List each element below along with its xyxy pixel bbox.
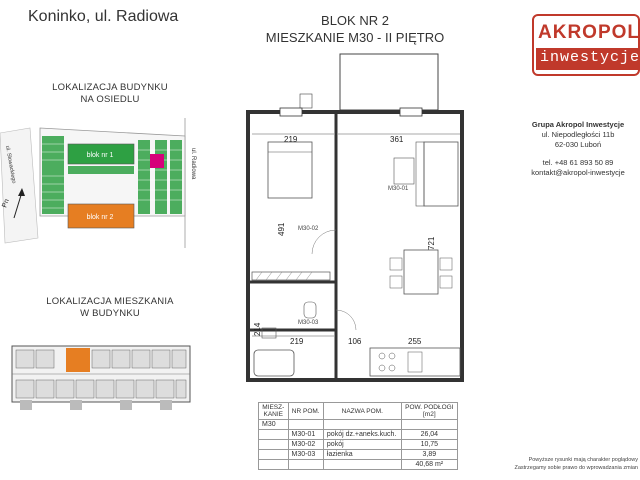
logo-top-text: AKROPOL	[538, 22, 640, 43]
coffee-table	[394, 158, 414, 184]
disclaimer: Powyższe rysunki mają charakter poglądowy Zastrzegamy sobie prawo do wprowadzania zmian	[514, 457, 638, 471]
room-label-m30-03: M30-03	[298, 320, 319, 326]
dim-top-right: 361	[390, 135, 404, 144]
dim-top-left: 219	[284, 135, 298, 144]
company-email: kontakt@akropol-inwestycje	[531, 168, 625, 177]
building-map	[10, 340, 195, 415]
table-row: M30-03 łazienka 3,89	[259, 450, 458, 460]
dim-bath-vertical: 214	[253, 322, 262, 336]
block-number: BLOK NR 2	[321, 13, 389, 28]
apartment-header	[250, 12, 460, 46]
company-name: Grupa Akropol Inwestycje	[531, 120, 625, 129]
location-title: Koninko, ul. Radiowa	[28, 8, 179, 25]
toilet	[304, 302, 316, 318]
dim-hall-width: 106	[348, 337, 362, 346]
sofa	[424, 142, 458, 206]
company-city: 62-030 Luboń	[554, 140, 602, 149]
balcony	[340, 54, 438, 110]
table-header-name: NAZWA POM.	[323, 403, 401, 420]
rooms-table	[258, 402, 458, 470]
floor-plan	[240, 50, 475, 390]
site-map-title: LOKALIZACJA BUDYNKU NA OSIEDLU	[52, 82, 168, 105]
room-label-m30-01: M30-01	[388, 186, 409, 192]
building-map-title: LOKALIZACJA MIESZKANIA W BUDYNKU	[46, 296, 174, 319]
dim-kitchen-width: 255	[408, 337, 422, 346]
dim-left-vertical: 491	[277, 222, 286, 236]
dim-right-vertical: 721	[427, 236, 436, 250]
street-slowackiego: ul. Słowackiego	[4, 145, 17, 184]
bathtub	[254, 350, 294, 376]
company-info	[508, 120, 640, 178]
akropol-logo	[532, 14, 640, 76]
block-2-label: blok nr 2	[86, 214, 114, 221]
apartment-name: MIESZKANIE M30 - II PIĘTRO	[265, 30, 445, 45]
site-map	[0, 118, 210, 248]
bed	[268, 142, 312, 198]
table-row: M30-01 pokój dz.+aneks.kuch. 26,04	[259, 430, 458, 440]
company-street: ul. Niepodległości 11b	[541, 130, 615, 139]
table-apartment-code: M30	[259, 420, 289, 430]
company-phone: tel. +48 61 893 50 89	[542, 158, 614, 167]
table-header-apartment: MIESZ- KANIE	[259, 403, 289, 420]
north-label: Pn	[1, 198, 11, 209]
table-header-area: POW. PODŁOGI [m2]	[401, 403, 457, 420]
table-header-nr: NR POM.	[288, 403, 323, 420]
table-row: M30-02 pokój 10,75	[259, 440, 458, 450]
highlight-marker	[150, 154, 164, 168]
apartment-highlight	[66, 348, 90, 372]
room-label-m30-02: M30-02	[298, 226, 319, 232]
dim-bath-width: 219	[290, 337, 304, 346]
street-radiowa: ul. Radiowa	[190, 148, 196, 180]
dining-table	[404, 250, 438, 294]
table-total: 40,68 m²	[401, 460, 457, 470]
block-1-label: blok nr 1	[86, 152, 114, 159]
logo-bottom-text: inwestycje	[540, 49, 640, 66]
